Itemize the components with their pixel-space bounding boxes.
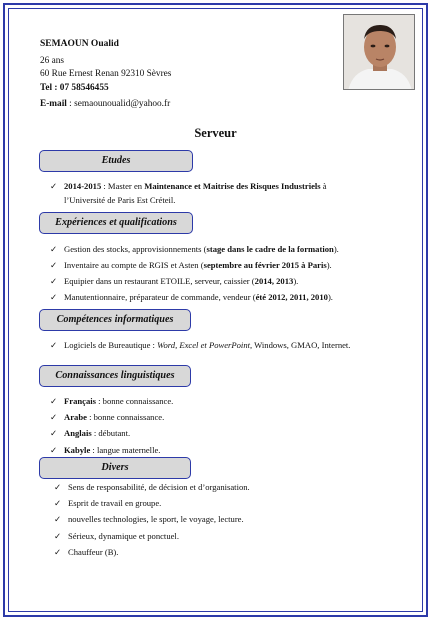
divers-text: nouvelles technologies, le sport, le voyage, lecture.	[68, 514, 244, 525]
language-level: : débutant.	[91, 428, 131, 439]
email-value: : semaounoualid@yahoo.fr	[66, 98, 171, 109]
list-item	[50, 409, 410, 425]
contact-header	[40, 38, 171, 111]
etudes-text-3: l’Université de Paris Est Créteil.	[64, 194, 176, 205]
candidate-phone: Tel : 07 58546455	[40, 82, 109, 93]
experience-end: ).	[333, 244, 339, 254]
divers-text: Sérieux, dynamique et ponctuel.	[68, 530, 179, 541]
check-icon: ✓	[50, 276, 58, 286]
list-item	[54, 511, 414, 527]
email-label: E-mail	[40, 98, 67, 109]
list-item	[50, 289, 410, 305]
check-icon: ✓	[50, 244, 58, 254]
job-title: Serveur	[194, 126, 237, 140]
divers-text: Chauffeur (B).	[68, 546, 119, 557]
etudes-list	[50, 180, 392, 207]
list-item	[50, 273, 410, 289]
check-icon: ✓	[50, 428, 58, 439]
etudes-text-1: : Master en	[101, 181, 145, 191]
list-item	[50, 180, 392, 207]
list-item	[50, 393, 410, 409]
check-icon: ✓	[54, 498, 62, 509]
langues-list	[50, 393, 410, 458]
language-name: Français	[64, 396, 96, 406]
section-experiences: Expériences et qualifications	[39, 212, 193, 234]
competences-software: Word, Excel et PowerPoint	[157, 340, 250, 350]
experience-text: Gestion des stocks, approvisionnements (	[64, 244, 207, 254]
section-etudes: Etudes	[39, 150, 193, 172]
competences-text-2: , Windows, GMAO, Internet.	[250, 340, 351, 350]
etudes-years: 2014-2015	[64, 181, 102, 191]
section-divers: Divers	[39, 457, 191, 479]
experience-text: Manutentionnaire, préparateur de commande, vendeur (	[64, 292, 256, 302]
check-icon: ✓	[50, 181, 58, 191]
etudes-text-2: à	[320, 181, 327, 191]
check-icon: ✓	[50, 340, 58, 350]
language-level: : bonne connaissance.	[86, 412, 165, 423]
candidate-email	[40, 98, 171, 111]
language-level: : bonne connaissance.	[95, 396, 174, 406]
divers-text: Esprit de travail en groupe.	[68, 498, 162, 509]
list-item	[54, 479, 414, 495]
check-icon: ✓	[50, 412, 58, 423]
candidate-name: SEMAOUN Oualid	[40, 39, 119, 49]
check-icon: ✓	[54, 514, 62, 525]
check-icon: ✓	[54, 482, 62, 492]
list-item	[50, 338, 410, 352]
list-item	[50, 425, 410, 441]
experience-text: Equipier dans un restaurant ETOILE, serveur, caissier (	[64, 276, 255, 286]
check-icon: ✓	[50, 396, 58, 406]
section-competences: Compétences informatiques	[39, 309, 191, 331]
etudes-degree: Maintenance et Maitrise des Risques Industriels	[144, 181, 321, 191]
experiences-list	[50, 241, 410, 305]
divers-list	[54, 479, 414, 560]
section-langues: Connaissances linguistiques	[39, 365, 191, 387]
candidate-address: 60 Rue Ernest Renan 92310 Sèvres	[40, 69, 172, 80]
check-icon: ✓	[50, 292, 58, 302]
list-item	[50, 241, 410, 257]
experience-period: été 2012, 2011, 2010	[255, 292, 328, 302]
experience-end: ).	[293, 276, 299, 286]
candidate-age: 26 ans	[40, 56, 65, 67]
experience-period: stage dans le cadre de la formation	[206, 244, 334, 254]
list-item	[50, 442, 410, 458]
experience-end: ).	[327, 292, 333, 302]
experience-period: 2014, 2013	[254, 276, 294, 286]
language-name: Kabyle	[64, 444, 91, 455]
check-icon: ✓	[50, 444, 58, 455]
check-icon: ✓	[54, 546, 62, 557]
experience-period: septembre au février 2015 à Paris	[203, 260, 327, 270]
experience-text: Inventaire au compte de RGIS et Asten (	[64, 260, 204, 270]
list-item	[54, 495, 414, 511]
divers-text: Sens de responsabilité, de décision et d’organisation.	[68, 482, 250, 492]
check-icon: ✓	[54, 530, 62, 541]
experience-end: ).	[326, 260, 332, 270]
profile-photo	[343, 14, 415, 90]
language-level: : langue maternelle.	[90, 444, 161, 455]
list-item	[50, 257, 410, 273]
competences-list	[50, 338, 410, 352]
check-icon: ✓	[50, 260, 58, 270]
competences-text-1: Logiciels de Bureautique :	[64, 340, 158, 350]
language-name: Anglais	[64, 428, 92, 439]
language-name: Arabe	[64, 412, 87, 423]
portrait-image	[344, 15, 415, 90]
list-item	[54, 528, 414, 544]
list-item	[54, 544, 414, 560]
